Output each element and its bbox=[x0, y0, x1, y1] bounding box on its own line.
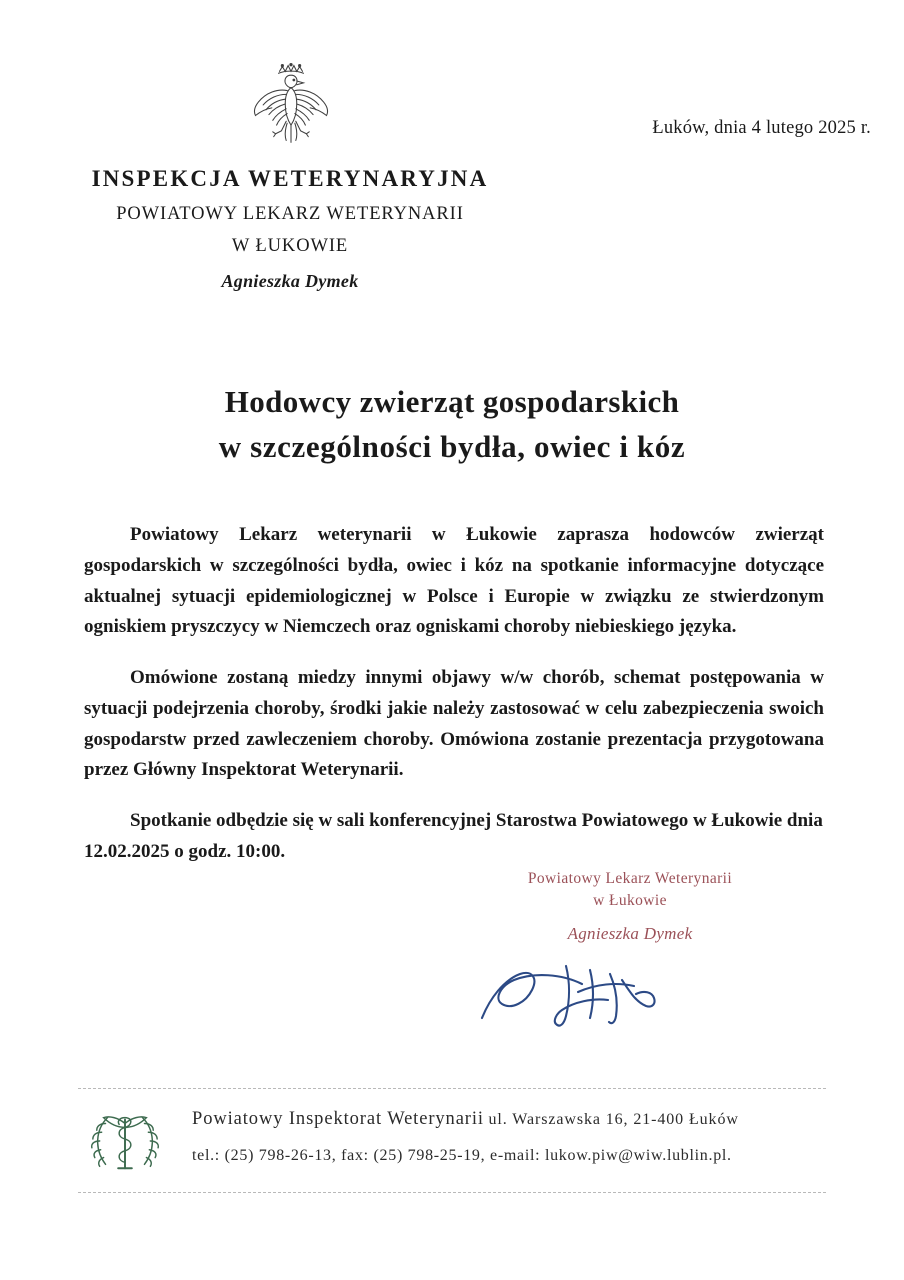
handwritten-signature-icon bbox=[470, 940, 690, 1040]
office-line-2: W ŁUKOWIE bbox=[231, 235, 349, 256]
footer-contact-line: tel.: (25) 798-26-13, fax: (25) 798-25-19, e-mail: lukow.piw@wiw.lublin.pl. bbox=[192, 1147, 732, 1164]
footer-address-line bbox=[192, 1108, 832, 1130]
organization-title: INSPEKCJA WETERYNARYJNA bbox=[91, 166, 489, 191]
addressee-heading bbox=[0, 380, 904, 470]
date-line: Łuków, dnia 4 lutego 2025 r. bbox=[652, 118, 871, 138]
veterinary-caduceus-icon bbox=[86, 1104, 164, 1178]
signature-title-line-1: Powiatowy Lekarz Weterynarii bbox=[527, 870, 733, 887]
paragraph-3: Spotkanie odbędzie się w sali konferencyjnej Starostwa Powiatowego w Łukowie dnia 12.02.2025 o godz. 10:00. bbox=[84, 810, 823, 862]
signature-block bbox=[500, 870, 760, 944]
footer-divider-top bbox=[78, 1088, 826, 1089]
polish-eagle-emblem-icon bbox=[243, 56, 339, 152]
letter-body bbox=[84, 520, 824, 868]
signature-name: Agnieszka Dymek bbox=[567, 924, 693, 943]
paragraph-2: Omówione zostaną miedzy innymi objawy w/w chorób, schemat postępowania w sytuacji podejrzenia choroby, środki jakie należy zastosować w celu zabezpieczenia swoich gospodarstw przed zawleczeniem choroby. Omówiona zostanie prezentacja przygotowana przez Główny Inspektorat Weterynarii. bbox=[84, 667, 824, 781]
footer-divider-bottom bbox=[78, 1192, 826, 1193]
letterhead bbox=[0, 165, 580, 292]
paragraph-1: Powiatowy Lekarz weterynarii w Łukowie zaprasza hodowców zwierząt gospodarskich w szczególności bydła, owiec i kóz na spotkanie informacyjne dotyczące aktualnej sytuacji epidemiologicznej w Polsce i Europie w związku ze stwierdzonym ogniskiem pryszczycy w Niemczech oraz ogniskami choroby niebieskiego języka. bbox=[84, 524, 824, 638]
addressee-line-1: Hodowcy zwierząt gospodarskich bbox=[224, 384, 680, 419]
footer-address: ul. Warszawska 16, 21-400 Łuków bbox=[488, 1111, 739, 1128]
footer-organization: Powiatowy Inspektorat Weterynarii bbox=[192, 1109, 484, 1129]
footer-contact bbox=[192, 1108, 832, 1165]
signature-title-line-2: w Łukowie bbox=[593, 892, 667, 909]
officer-name: Agnieszka Dymek bbox=[221, 270, 359, 291]
office-line-1: POWIATOWY LEKARZ WETERYNARII bbox=[116, 203, 464, 224]
addressee-line-2: w szczególności bydła, owiec i kóz bbox=[218, 428, 686, 464]
